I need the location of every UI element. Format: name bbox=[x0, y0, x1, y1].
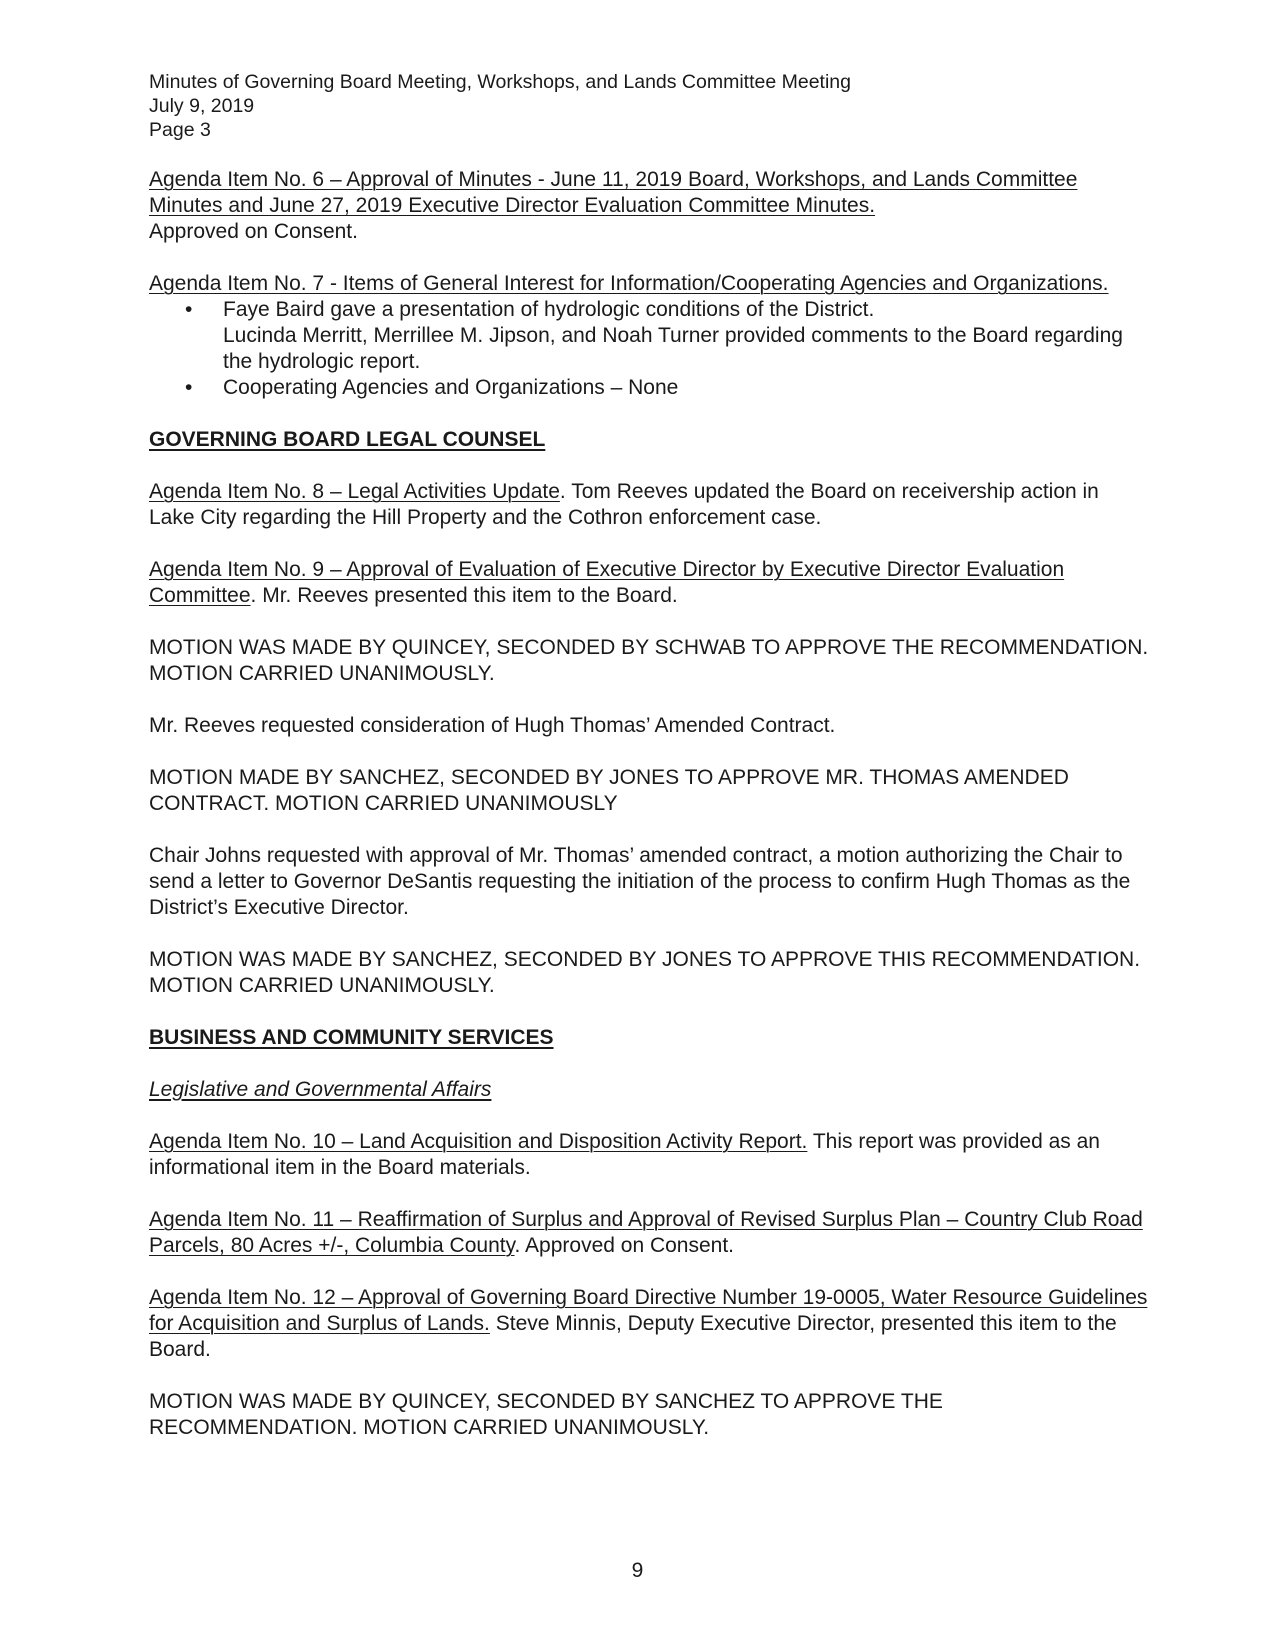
section-heading-legal-counsel: GOVERNING BOARD LEGAL COUNSEL bbox=[149, 428, 546, 451]
agenda-item-7 bbox=[149, 271, 1149, 401]
header-title: Minutes of Governing Board Meeting, Workshops, and Lands Committee Meeting bbox=[149, 71, 851, 93]
motion-2: MOTION MADE BY SANCHEZ, SECONDED BY JONES TO APPROVE MR. THOMAS AMENDED CONTRACT. MOTION CARRIED UNANIMOUSLY bbox=[149, 766, 1069, 815]
motion-4: MOTION WAS MADE BY QUINCEY, SECONDED BY SANCHEZ TO APPROVE THE RECOMMENDATION. MOTION CARRIED UNANIMOUSLY. bbox=[149, 1390, 943, 1439]
section-heading-business: BUSINESS AND COMMUNITY SERVICES bbox=[149, 1026, 554, 1049]
agenda-item-8-title: Agenda Item No. 8 – Legal Activities Update bbox=[149, 480, 560, 503]
motion-3: MOTION WAS MADE BY SANCHEZ, SECONDED BY JONES TO APPROVE THIS RECOMMENDATION. MOTION CARRIED UNANIMOUSLY. bbox=[149, 948, 1141, 997]
agenda-item-10-title: Agenda Item No. 10 – Land Acquisition and Disposition Activity Report. bbox=[149, 1130, 808, 1153]
list-item bbox=[149, 375, 1149, 401]
header-page: Page 3 bbox=[149, 119, 211, 141]
list-item bbox=[149, 297, 1149, 375]
subsection-heading-legislative: Legislative and Governmental Affairs bbox=[149, 1078, 492, 1101]
agenda-item-9 bbox=[149, 557, 1149, 609]
agenda-item-11-title: Agenda Item No. 11 – Reaffirmation of Surplus and Approval of Revised Surplus Plan – Country Club Road Parcels, 80 Acres +/-, Columbia County bbox=[149, 1208, 1143, 1257]
agenda-item-9-title: Agenda Item No. 9 – Approval of Evaluation of Executive Director by Executive Director Evaluation Committee bbox=[149, 558, 1065, 607]
page-content bbox=[149, 70, 1149, 1441]
agenda-item-7-list bbox=[149, 297, 1149, 401]
agenda-item-6-title: Agenda Item No. 6 – Approval of Minutes - June 11, 2019 Board, Workshops, and Lands Committee Minutes and June 27, 2019 Executive Director Evaluation Committee Minutes. bbox=[149, 168, 1078, 217]
agenda-item-11-text: . Approved on Consent. bbox=[514, 1234, 735, 1257]
agenda-item-12-title: Agenda Item No. 12 – Approval of Governing Board Directive Number 19-0005, Water Resource Guidelines for Acquisition and Surplus of Lands. bbox=[149, 1286, 1148, 1335]
agenda-item-11 bbox=[149, 1207, 1149, 1259]
bullet-icon: • bbox=[185, 376, 193, 399]
agenda-item-8-text: . Tom Reeves updated the Board on receivership action in Lake City regarding the Hill Property and the Cothron enforcement case. bbox=[149, 480, 1099, 529]
agenda-item-12-text: Steve Minnis, Deputy Executive Director, presented this item to the Board. bbox=[149, 1312, 1117, 1361]
agenda-item-7-title: Agenda Item No. 7 - Items of General Interest for Information/Cooperating Agencies and Organizations. bbox=[149, 272, 1109, 295]
bullet-2-text: Cooperating Agencies and Organizations – None bbox=[223, 376, 679, 399]
agenda-item-6-text: Approved on Consent. bbox=[149, 220, 358, 243]
reeves-request: Mr. Reeves requested consideration of Hugh Thomas’ Amended Contract. bbox=[149, 714, 836, 737]
agenda-item-9-text: . Mr. Reeves presented this item to the Board. bbox=[250, 584, 678, 607]
agenda-item-6 bbox=[149, 167, 1149, 245]
motion-1: MOTION WAS MADE BY QUINCEY, SECONDED BY SCHWAB TO APPROVE THE RECOMMENDATION. MOTION CARRIED UNANIMOUSLY. bbox=[149, 636, 1149, 685]
agenda-item-10-text: This report was provided as an informational item in the Board materials. bbox=[149, 1130, 1100, 1179]
bullet-icon: • bbox=[185, 298, 193, 321]
agenda-item-8 bbox=[149, 479, 1149, 531]
bullet-1-line-2: Lucinda Merritt, Merrillee M. Jipson, and Noah Turner provided comments to the Board regarding the hydrologic report. bbox=[223, 324, 1123, 373]
agenda-item-10 bbox=[149, 1129, 1149, 1181]
header-date: July 9, 2019 bbox=[149, 95, 255, 117]
agenda-item-12 bbox=[149, 1285, 1149, 1363]
bullet-1-line-1: Faye Baird gave a presentation of hydrologic conditions of the District. bbox=[223, 298, 875, 321]
page-number: 9 bbox=[631, 1559, 644, 1582]
document-header bbox=[149, 70, 1149, 142]
chair-request: Chair Johns requested with approval of Mr. Thomas’ amended contract, a motion authorizing the Chair to send a letter to Governor DeSantis requesting the initiation of the process to confirm Hugh Thomas as the District’s Executive Director. bbox=[149, 844, 1131, 919]
